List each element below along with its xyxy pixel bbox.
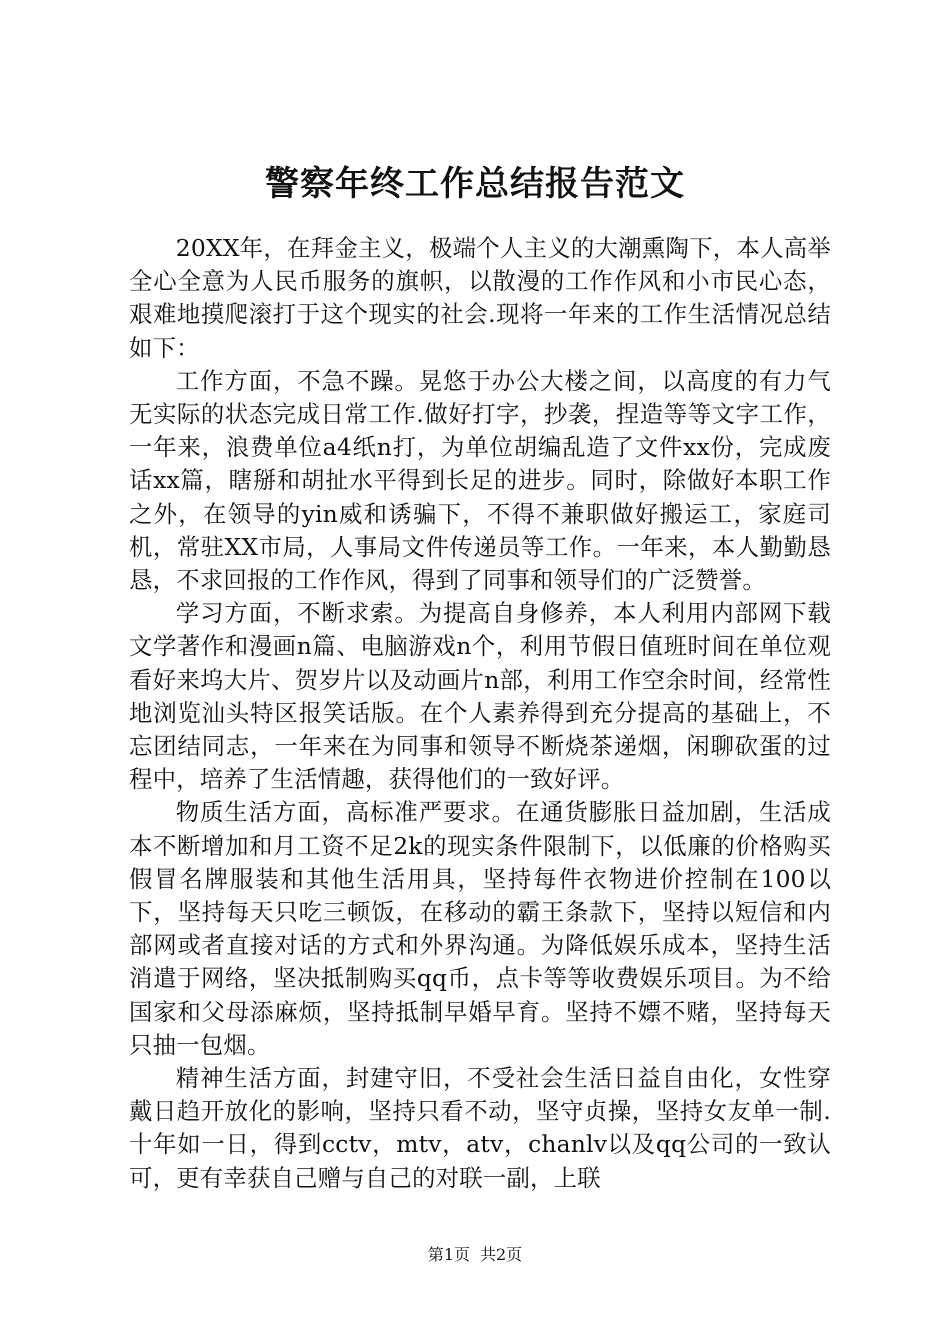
document-title: 警察年终工作总结报告范文 xyxy=(265,164,685,204)
page-total: 共2页 xyxy=(480,1245,523,1264)
paragraph-material-life: 物质生活方面，高标准严要求。在通货膨胀日益加剧，生活成本不断增加和月工资不足2k的现实条件限制下，以低廉的价格购买假冒名牌服装和其他生活用具，坚持每件衣物进价控制在100以下，坚持每天只吃三顿饭，在移动的霸王条款下，坚持以短信和内部网或者直接对话的方式和外界沟通。为降低娱乐成本，坚持生活消遣于网络，坚决抵制购买qq币，点卡等等收费娱乐项目。为不给国家和父母添麻烦，坚持抵制早婚早育。坚持不嫖不赌，坚持每天只抽一包烟。 xyxy=(129,798,831,1059)
document-body xyxy=(129,232,831,1195)
page-number: 第1页 xyxy=(427,1245,470,1264)
paragraph-study: 学习方面，不断求索。为提高自身修养，本人利用内部网下载文学著作和漫画n篇、电脑游戏n个，利用节假日值班时间在单位观看好来坞大片、贺岁片以及动画片n部，利用工作空余时间，经常性地浏览汕头特区报笑话版。在个人素养得到充分提高的基础上，不忘团结同志，一年来在为同事和领导不断烧茶递烟，闲聊砍蛋的过程中，培养了生活情趣，获得他们的一致好评。 xyxy=(129,599,831,794)
paragraph-spiritual-life: 精神生活方面，封建守旧，不受社会生活日益自由化，女性穿戴日趋开放化的影响，坚持只看不动，坚守贞操，坚持女友单一制.十年如一日，得到cctv，mtv，atv，chanlv以及qq公司的一致认可，更有幸获自己赠与自己的对联一副，上联 xyxy=(129,1064,831,1192)
paragraph-work: 工作方面，不急不躁。晃悠于办公大楼之间，以高度的有力气无实际的状态完成日常工作.做好打字，抄袭，捏造等等文字工作，一年来，浪费单位a4纸n打，为单位胡编乱造了文件xx份，完成废话xx篇，瞎掰和胡扯水平得到长足的进步。同时，除做好本职工作之外，在领导的yin威和诱骗下，不得不兼职做好搬运工，家庭司机，常驻XX市局，人事局文件传递员等工作。一年来，本人勤勤恳恳，不求回报的工作作风，得到了同事和领导们的广泛赞誉。 xyxy=(129,366,831,595)
paragraph-intro: 20XX年，在拜金主义，极端个人主义的大潮熏陶下，本人高举全心全意为人民币服务的旗帜，以散漫的工作作风和小市民心态，艰难地摸爬滚打于这个现实的社会.现将一年来的工作生活情况总结如下： xyxy=(129,234,831,362)
page-footer xyxy=(0,1244,950,1266)
